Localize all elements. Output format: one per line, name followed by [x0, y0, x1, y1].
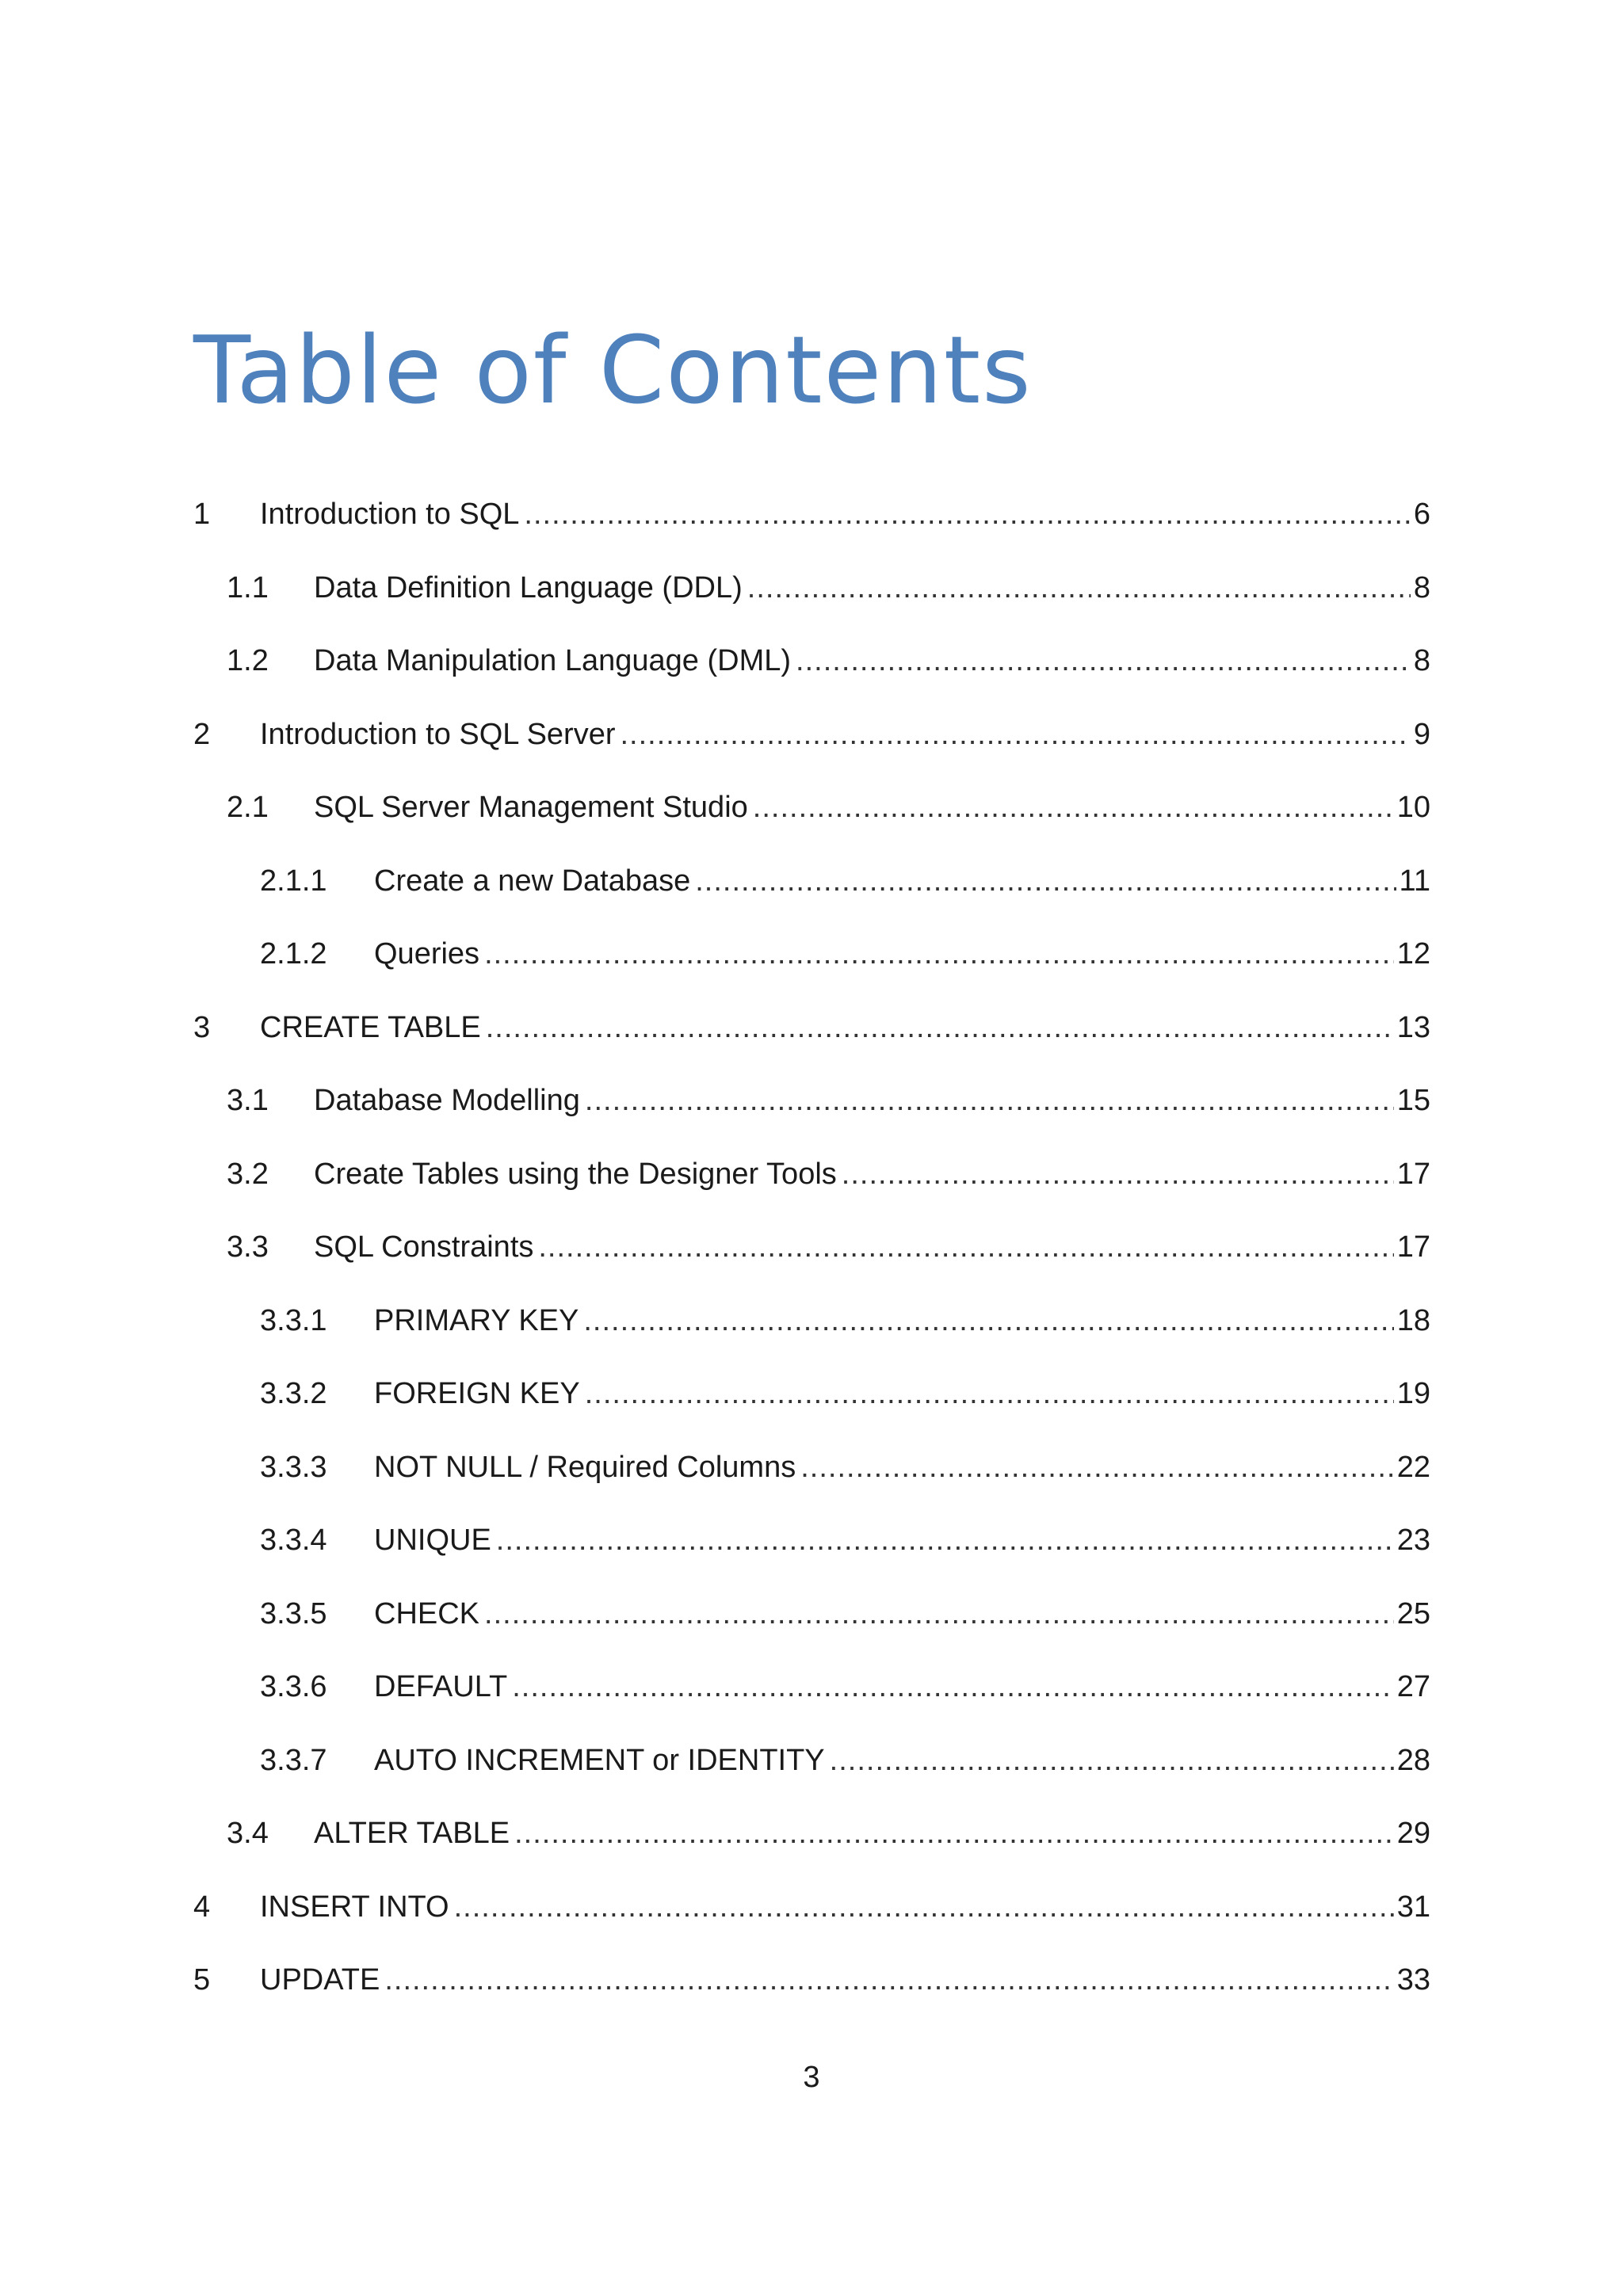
toc-entry-title: Create a new Database — [374, 864, 691, 898]
toc-dot-leader — [512, 1663, 1394, 1711]
toc-entry[interactable] — [0, 1956, 1623, 2004]
toc-entry-title: ALTER TABLE — [314, 1817, 510, 1850]
toc-entry[interactable] — [0, 1077, 1623, 1124]
toc-entry[interactable] — [0, 1516, 1623, 1564]
toc-entry-title: DEFAULT — [374, 1670, 508, 1703]
toc-entry-page: 8 — [1413, 570, 1430, 605]
toc-entry-number: 3.3.3 — [260, 1450, 327, 1484]
toc-entry[interactable] — [0, 1663, 1623, 1711]
toc-entry-number: 3.3.7 — [260, 1743, 327, 1777]
toc-dot-leader — [484, 1590, 1394, 1638]
toc-dot-leader — [695, 857, 1396, 905]
toc-dot-leader — [585, 1077, 1394, 1124]
toc-dot-leader — [384, 1956, 1393, 2004]
toc-entry-title: Data Manipulation Language (DML) — [314, 644, 792, 677]
toc-dot-leader — [486, 1004, 1394, 1051]
toc-entry-line — [260, 490, 1430, 538]
toc-entry[interactable] — [0, 1150, 1623, 1198]
toc-entry-page: 33 — [1396, 1963, 1430, 1997]
toc-entry-title: UNIQUE — [374, 1524, 491, 1557]
toc-entry-line — [260, 711, 1430, 758]
toc-entry[interactable] — [0, 1297, 1623, 1344]
toc-entry-number: 2.1 — [227, 791, 269, 824]
toc-entry-page: 23 — [1396, 1524, 1430, 1557]
toc-entry-page: 13 — [1396, 1010, 1430, 1044]
toc-dot-leader — [753, 784, 1394, 831]
toc-entry-title: UPDATE — [260, 1963, 380, 1997]
toc-entry[interactable] — [0, 637, 1623, 685]
toc-entry-page: 6 — [1413, 498, 1430, 531]
toc-entry-line — [260, 1004, 1430, 1051]
toc-entry-line — [374, 1297, 1430, 1344]
toc-dot-leader — [583, 1297, 1393, 1344]
toc-entry-title: CREATE TABLE — [260, 1010, 481, 1044]
toc-entry[interactable] — [0, 711, 1623, 758]
toc-entry[interactable] — [0, 1444, 1623, 1491]
toc-entry[interactable] — [0, 1883, 1623, 1931]
toc-entry[interactable] — [0, 1737, 1623, 1784]
toc-entry-line — [374, 857, 1430, 905]
toc-entry-number: 1.2 — [227, 644, 269, 677]
toc-entry-number: 3.3.6 — [260, 1670, 327, 1703]
toc-entry-line — [374, 1663, 1430, 1711]
toc-entry-page: 10 — [1396, 791, 1430, 824]
toc-entry-title: SQL Constraints — [314, 1230, 534, 1264]
toc-dot-leader — [454, 1883, 1394, 1931]
toc-dot-leader — [796, 637, 1411, 685]
toc-entry-page: 8 — [1413, 644, 1430, 677]
toc-entry-number: 3 — [193, 1010, 211, 1044]
toc-entry-title: Introduction to SQL — [260, 498, 520, 531]
toc-entry-page: 22 — [1396, 1450, 1430, 1484]
page-number: 3 — [803, 2061, 820, 2094]
toc-entry-line — [314, 784, 1430, 831]
toc-entry-title: Introduction to SQL Server — [260, 717, 616, 751]
toc-entry-line — [374, 1370, 1430, 1417]
toc-entry-number: 3.3.4 — [260, 1524, 327, 1557]
toc-dot-leader — [496, 1516, 1394, 1564]
toc-entry-number: 3.3.1 — [260, 1303, 327, 1337]
toc-entry-title: Data Definition Language (DDL) — [314, 570, 743, 605]
toc-entry-number: 3.4 — [227, 1817, 269, 1850]
toc-entry-title: NOT NULL / Required Columns — [374, 1450, 796, 1484]
toc-entry-line — [374, 930, 1430, 978]
toc-entry-number: 2.1.1 — [260, 864, 327, 898]
toc-entry-title: Queries — [374, 937, 480, 971]
toc-entry[interactable] — [0, 930, 1623, 978]
toc-entry-number: 1 — [193, 498, 211, 531]
toc-dot-leader — [842, 1150, 1394, 1198]
toc-entry-line — [374, 1516, 1430, 1564]
toc-entry-page: 17 — [1396, 1230, 1430, 1264]
toc-dot-leader — [747, 564, 1411, 612]
toc-entry[interactable] — [0, 490, 1623, 538]
toc-dot-leader — [524, 490, 1410, 538]
toc-entry-title: SQL Server Management Studio — [314, 791, 748, 824]
toc-entry[interactable] — [0, 784, 1623, 831]
toc-entry[interactable] — [0, 857, 1623, 905]
toc-entry-line — [374, 1737, 1430, 1784]
toc-entry-page: 18 — [1396, 1303, 1430, 1337]
toc-dot-leader — [800, 1444, 1394, 1491]
toc-entry-page: 29 — [1396, 1817, 1430, 1850]
toc-dot-leader — [621, 711, 1411, 758]
toc-dot-leader — [585, 1370, 1394, 1417]
toc-entry-title: PRIMARY KEY — [374, 1303, 579, 1337]
toc-entry-number: 3.3.2 — [260, 1377, 327, 1410]
toc-entry-number: 2 — [193, 717, 211, 751]
toc-entry[interactable] — [0, 1004, 1623, 1051]
toc-entry-page: 11 — [1399, 864, 1430, 898]
toc-entry-title: AUTO INCREMENT or IDENTITY — [374, 1743, 825, 1777]
toc-entry-line — [314, 637, 1430, 685]
toc-entry-number: 3.2 — [227, 1157, 269, 1191]
toc-entry-page: 9 — [1413, 717, 1430, 751]
toc-entry-title: FOREIGN KEY — [374, 1377, 580, 1410]
toc-entry[interactable] — [0, 1810, 1623, 1857]
toc-entry-line — [374, 1444, 1430, 1491]
toc-entry-title: Create Tables using the Designer Tools — [314, 1157, 837, 1191]
toc-entry-number: 2.1.2 — [260, 937, 327, 971]
toc-entry-page: 19 — [1396, 1377, 1430, 1410]
toc-entry-title: Database Modelling — [314, 1084, 580, 1117]
toc-entry-number: 3.3.5 — [260, 1596, 327, 1630]
toc-entry-line — [314, 1810, 1430, 1857]
toc-entry-page: 31 — [1396, 1890, 1430, 1924]
page-title: Table of Contents — [193, 315, 1033, 425]
toc-entry-page: 27 — [1396, 1670, 1430, 1703]
toc-entry[interactable] — [0, 1370, 1623, 1417]
toc-entry-page: 28 — [1396, 1743, 1430, 1777]
toc-entry-line — [260, 1956, 1430, 2004]
toc-dot-leader — [538, 1223, 1393, 1271]
toc-entry-number: 1.1 — [227, 570, 269, 605]
toc-dot-leader — [484, 930, 1394, 978]
toc-entry[interactable] — [0, 1223, 1623, 1271]
toc-entry[interactable] — [0, 564, 1623, 612]
toc-entry-line — [314, 564, 1430, 612]
toc-entry-line — [314, 1150, 1430, 1198]
toc-entry-page: 17 — [1396, 1157, 1430, 1191]
toc-entry-title: INSERT INTO — [260, 1890, 449, 1924]
toc-entry-line — [374, 1590, 1430, 1638]
toc-entry-line — [260, 1883, 1430, 1931]
toc-entry-page: 12 — [1396, 937, 1430, 971]
toc-entry-line — [314, 1223, 1430, 1271]
toc-entry-number: 3.1 — [227, 1084, 269, 1117]
toc-entry-line — [314, 1077, 1430, 1124]
toc-entry-number: 3.3 — [227, 1230, 269, 1264]
toc-entry-title: CHECK — [374, 1596, 480, 1630]
toc-entry-page: 25 — [1396, 1596, 1430, 1630]
toc-dot-leader — [830, 1737, 1394, 1784]
toc-entry-page: 15 — [1396, 1084, 1430, 1117]
toc-dot-leader — [514, 1810, 1394, 1857]
toc-entry[interactable] — [0, 1590, 1623, 1638]
toc-entry-number: 4 — [193, 1890, 211, 1924]
toc-entry-number: 5 — [193, 1963, 211, 1997]
